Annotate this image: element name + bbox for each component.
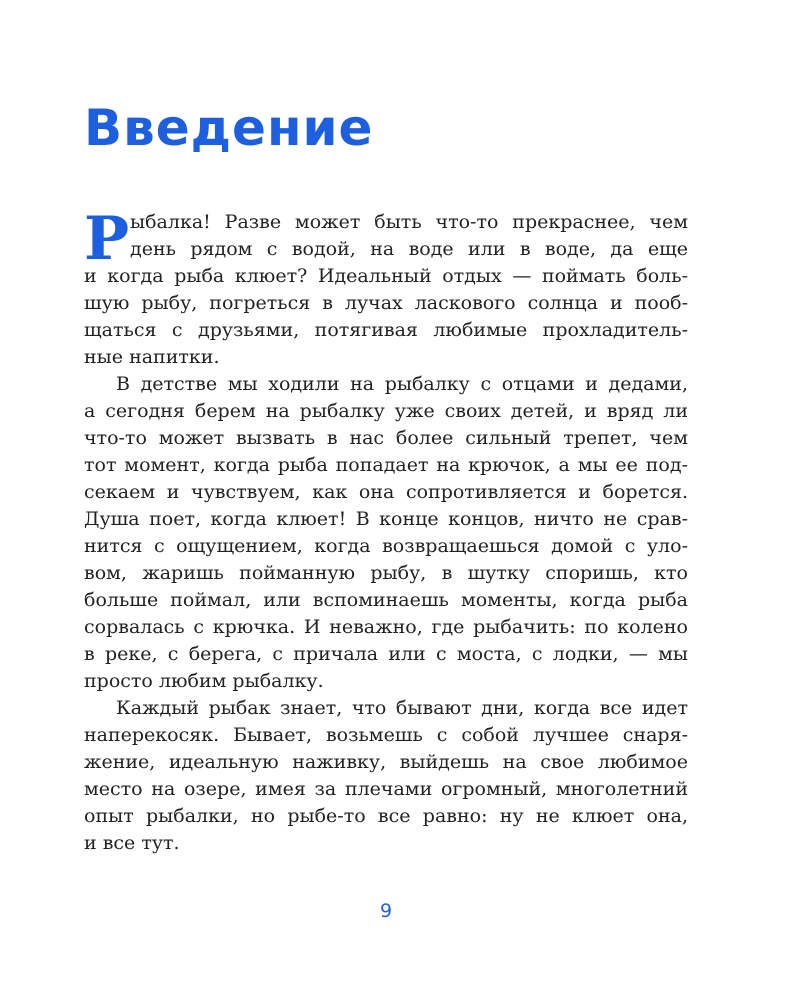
text-line: ыбалка! Разве может быть что-то прекраснее, чем: [130, 211, 688, 233]
chapter-body: [84, 204, 688, 857]
text-line: в реке, с берега, с причала или с моста, с лодки, — мы: [84, 643, 688, 665]
text-line: а сегодня берем на рыбалку уже своих детей, и вряд ли: [84, 400, 688, 422]
text-line: Душа поет, когда клюет! В конце концов, ничто не срав-: [84, 508, 688, 530]
paragraph-2: [84, 371, 688, 695]
text-line: Каждый рыбак знает, что бывают дни, когда все идет: [116, 697, 688, 719]
text-line: место на озере, имея за плечами огромный, многолетний: [84, 778, 688, 800]
text-line: день рядом с водой, на воде или в воде, да еще: [130, 238, 688, 260]
text-line: шую рыбу, погреться в лучах ласкового солнца и пооб-: [84, 292, 688, 314]
text-line: опыт рыбалки, но рыбе-то все равно: ну не клюет она,: [84, 805, 688, 827]
text-line: В детстве мы ходили на рыбалку с отцами и дедами,: [116, 373, 688, 395]
text-line: наперекосяк. Бывает, возьмешь с собой лучшее снаря-: [84, 724, 688, 746]
text-line: ные напитки.: [84, 346, 220, 368]
paragraph-1: [84, 204, 688, 371]
text-line: что-то может вызвать в нас более сильный трепет, чем: [84, 427, 688, 449]
text-line: нится с ощущением, когда возвращаешься домой с уло-: [84, 535, 688, 557]
text-line: тот момент, когда рыба попадает на крючок, а мы ее под-: [84, 454, 688, 476]
chapter-title: Введение: [84, 99, 374, 157]
page-number: 9: [379, 900, 393, 922]
text-line: просто любим рыбалку.: [84, 670, 324, 692]
text-line: сорвалась с крючка. И неважно, где рыбачить: по колено: [84, 616, 688, 638]
text-line: жение, идеальную наживку, выйдешь на свое любимое: [84, 751, 688, 773]
text-line: и когда рыба клюет? Идеальный отдых — поймать боль-: [84, 265, 688, 287]
text-line: и все тут.: [84, 832, 180, 854]
text-line: вом, жаришь пойманную рыбу, в шутку споришь, кто: [84, 562, 688, 584]
text-line: больше поймал, или вспоминаешь моменты, когда рыба: [84, 589, 688, 611]
text-line: секаем и чувствуем, как она сопротивляется и борется.: [84, 481, 688, 503]
paragraph-3: [84, 695, 688, 857]
text-line: щаться с друзьями, потягивая любимые прохладитель-: [84, 319, 688, 341]
drop-cap: Р: [84, 204, 130, 274]
